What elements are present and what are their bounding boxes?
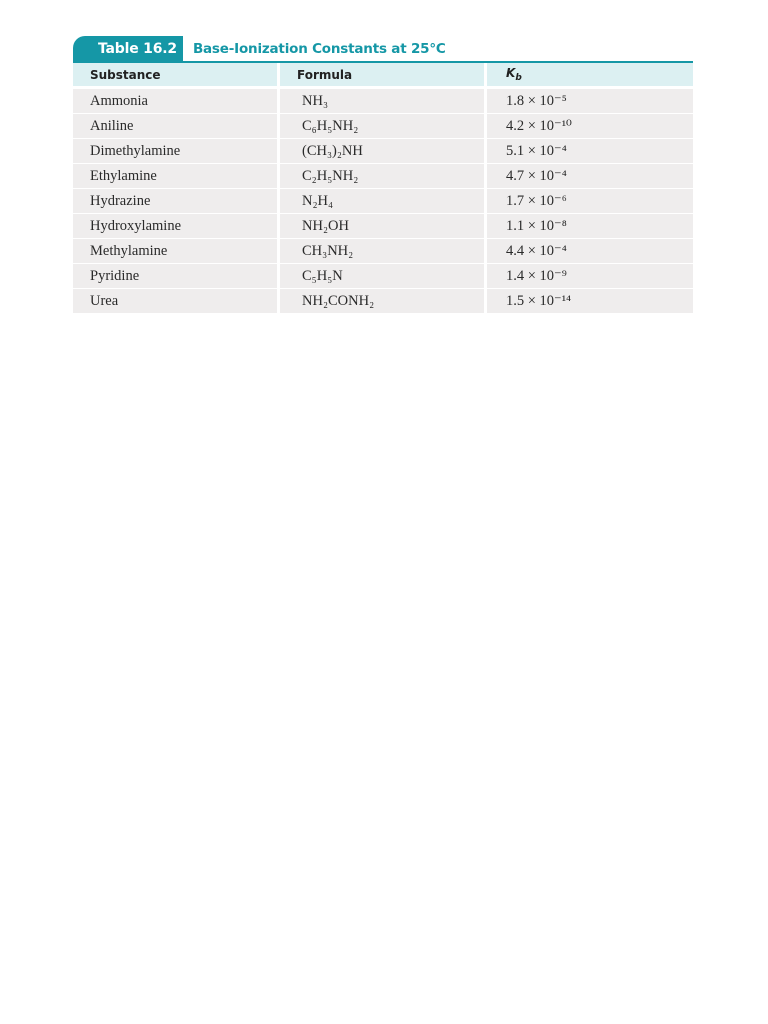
- cell-formula: NH₃: [280, 89, 487, 114]
- table-title: Base-Ionization Constants at 25°C: [192, 40, 446, 57]
- cell-kb: 5.1 × 10⁻⁴: [487, 139, 693, 164]
- cell-kb: 1.4 × 10⁻⁹: [487, 264, 693, 289]
- cell-substance: Aniline: [73, 114, 280, 139]
- cell-formula: C₂H₅NH₂: [280, 164, 487, 189]
- table-row: [73, 164, 693, 189]
- header-kb-subscript: b: [515, 73, 522, 83]
- cell-substance: Ethylamine: [73, 164, 280, 189]
- header-kb-symbol: K: [506, 66, 516, 80]
- cell-formula: N₂H₄: [280, 189, 487, 214]
- cell-formula: C₆H₅NH₂: [280, 114, 487, 139]
- cell-kb: 1.8 × 10⁻⁵: [487, 89, 693, 114]
- table-row: [73, 214, 693, 239]
- base-ionization-table: [73, 63, 693, 313]
- table-header-row: [73, 63, 693, 86]
- header-formula: Formula: [280, 63, 487, 86]
- cell-kb: 1.1 × 10⁻⁸: [487, 214, 693, 239]
- cell-substance: Hydrazine: [73, 189, 280, 214]
- cell-substance: Methylamine: [73, 239, 280, 264]
- cell-kb: 4.2 × 10⁻¹⁰: [487, 114, 693, 139]
- table-row: [73, 139, 693, 164]
- header-substance: Substance: [73, 63, 280, 86]
- cell-kb: 1.7 × 10⁻⁶: [487, 189, 693, 214]
- cell-formula: CH₃NH₂: [280, 239, 487, 264]
- table-body: [73, 89, 693, 313]
- table-row: [73, 114, 693, 139]
- cell-formula: NH₂CONH₂: [280, 289, 487, 313]
- table-row: [73, 89, 693, 114]
- cell-substance: Ammonia: [73, 89, 280, 114]
- cell-formula: (CH₃)₂NH: [280, 139, 487, 164]
- base-ionization-table-block: [73, 36, 693, 313]
- cell-substance: Urea: [73, 289, 280, 313]
- cell-formula: C₅H₅N: [280, 264, 487, 289]
- table-number-tag: Table 16.2: [73, 36, 183, 61]
- cell-substance: Hydroxylamine: [73, 214, 280, 239]
- table-row: [73, 189, 693, 214]
- cell-substance: Pyridine: [73, 264, 280, 289]
- table-row: [73, 264, 693, 289]
- cell-kb: 4.7 × 10⁻⁴: [487, 164, 693, 189]
- cell-substance: Dimethylamine: [73, 139, 280, 164]
- cell-formula: NH₂OH: [280, 214, 487, 239]
- cell-kb: 4.4 × 10⁻⁴: [487, 239, 693, 264]
- header-kb: [487, 63, 693, 86]
- table-row: [73, 289, 693, 313]
- cell-kb: 1.5 × 10⁻¹⁴: [487, 289, 693, 313]
- table-caption: [73, 36, 693, 61]
- table-row: [73, 239, 693, 264]
